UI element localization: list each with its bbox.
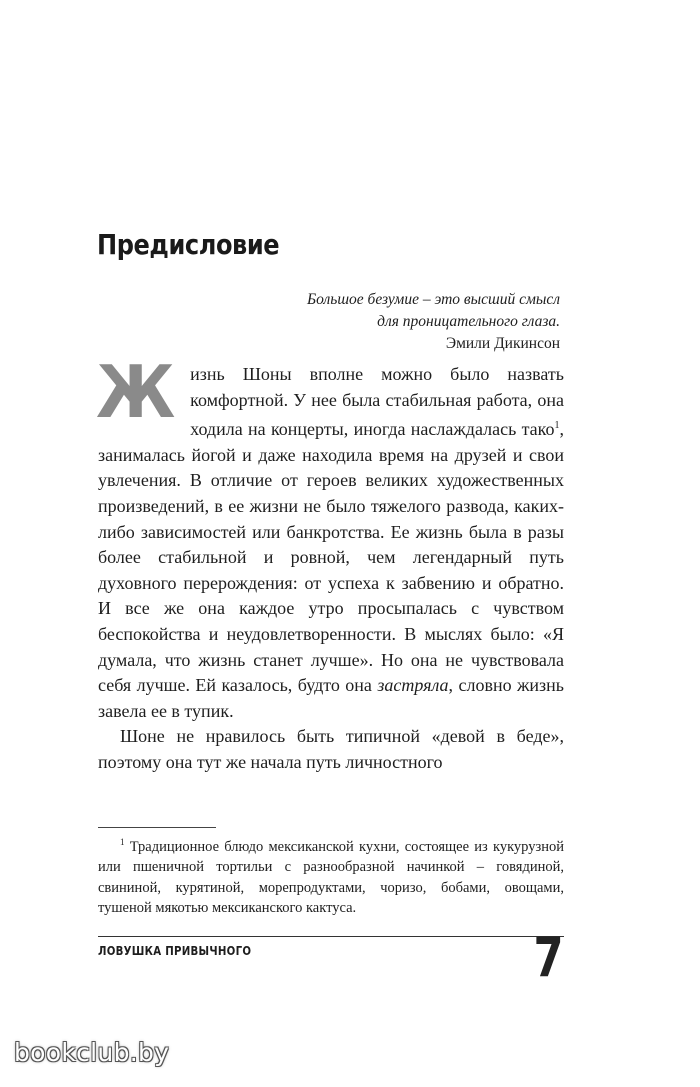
footer-rule: [98, 936, 564, 937]
epigraph: [200, 289, 560, 355]
footnote-reference: 1: [554, 420, 560, 432]
epigraph-quote-line-1: Большое безумие – это высший смысл: [307, 291, 560, 308]
paragraph-1-part-2: , занималась йогой и даже находила время на друзей и свои увлечения. В отличие от героев великих художественных произведений, в ее жизни не было тяжелого развода, каких-либо зависимостей или банкротства. Ее жизнь была в разы более стабильной и ровной, чем легендарный путь духовного перерождения: от успеха к забвению и обратно. И все же она каждое утро просыпалась с чувством беспокойства и неудовлетворенности. В мыслях было: «Я думала, что жизнь станет лучше». Но она не чувствовала себя лучше. Ей казалось, будто она: [98, 419, 564, 696]
footnote: [98, 832, 564, 919]
paragraph-1: [96, 350, 565, 724]
footnote-divider: [98, 827, 216, 828]
paragraph-1-part-1: изнь Шоны вполне можно было назвать комфортной. У нее была стабильная работа, она ходила на концерты, иногда наслаждалась тако: [190, 364, 564, 440]
chapter-title: Предисловие: [97, 228, 280, 261]
drop-cap: Ж: [96, 350, 176, 434]
body-text: [96, 350, 565, 776]
footnote-text: Традиционное блюдо мексиканской кухни, состоящее из кукурузной или пшеничной тортильи с разнообразной начинкой – говядиной, свининой, курятиной, морепродуктами, чоризо, бобами, овощами, тушеной мякотью мексиканского кактуса.: [98, 838, 564, 917]
paragraph-1-part-3: , словно жизнь завела ее в тупик.: [98, 675, 565, 721]
page-number: 7: [533, 926, 564, 989]
emphasis-word: застряла: [377, 675, 449, 696]
epigraph-quote-line-2: для проницательного глаза.: [377, 313, 560, 330]
paragraph-2: Шоне не нравилось быть типичной «девой в беде», поэтому она тут же начала путь личностного: [98, 726, 564, 772]
running-head: ЛОВУШКА ПРИВЫЧНОГО: [98, 944, 252, 958]
footnote-marker: 1: [120, 837, 125, 847]
watermark: bookclub.by: [14, 1038, 170, 1067]
epigraph-author: Эмили Дикинсон: [445, 335, 560, 352]
